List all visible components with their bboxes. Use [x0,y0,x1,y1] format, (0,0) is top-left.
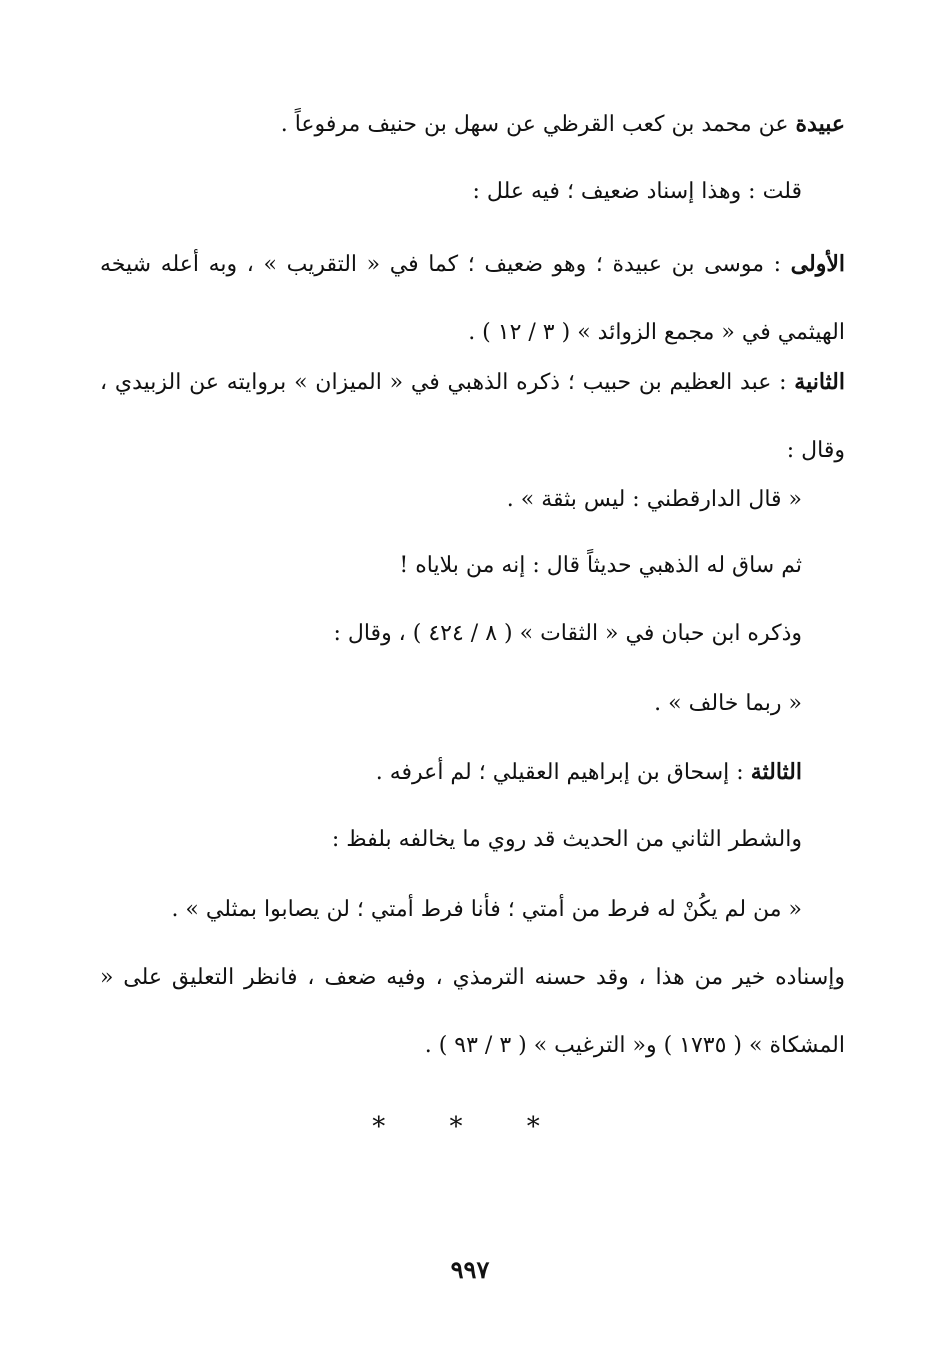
paragraph-2-text: قلت : وهذا إسناد ضعيف ؛ فيه علل : [472,179,802,204]
paragraph-11-text: « من لم يكُنْ له فرط من أمتي ؛ فأنا فرط أمتي ؛ لن يصابوا بمثلي » . [171,897,802,922]
paragraph-9-text: : إسحاق بن إبراهيم العقيلي ؛ لم أعرفه . [375,760,751,785]
paragraph-6-text: ثم ساق له الذهبي حديثاً قال : إنه من بلاياه ! [399,553,802,578]
section-separator: * * * [372,1112,568,1142]
paragraph-8 [100,670,802,738]
paragraph-3-text: : موسى بن عبيدة ؛ وهو ضعيف ؛ كما في « التقريب » ، وبه أعله شيخه الهيثمي في « مجمع الزوائد » ( ٣ / ١٢ ) . [100,252,845,345]
paragraph-3 [100,230,845,367]
paragraph-4 [100,348,845,485]
paragraph-5-text: « قال الدارقطني : ليس بثقة » . [506,487,802,512]
paragraph-7 [100,600,802,668]
first-defect-label: الأولى [790,251,845,277]
paragraph-11 [100,876,802,944]
paragraph-12-text: وإسناده خير من هذا ، وقد حسنه الترمذي ، وفيه ضعف ، فانظر التعليق على « المشكاة » ( ١٧٣٥ ) و« الترغيب » ( ٣ / ٩٣ ) . [100,965,845,1058]
paragraph-1-text: عن محمد بن كعب القرظي عن سهل بن حنيف مرفوعاً . [280,112,796,137]
page-number: ٩٩٧ [450,1255,490,1284]
paragraph-10-text: والشطر الثاني من الحديث قد روي ما يخالفه بلفظ : [331,827,802,852]
paragraph-1 [100,90,845,159]
paragraph-5 [100,466,802,534]
third-defect-label: الثالثة [750,759,802,785]
paragraph-8-text: « ربما خالف » . [654,691,802,716]
paragraph-6 [100,532,802,600]
paragraph-2 [100,158,802,226]
paragraph-12 [100,944,845,1080]
paragraph-9 [100,738,802,807]
paragraph-10 [100,806,802,874]
second-defect-label: الثانية [794,369,845,395]
paragraph-4-text: : عبد العظيم بن حبيب ؛ ذكره الذهبي في « الميزان » بروايته عن الزبيدي ، وقال : [100,370,845,463]
paragraph-7-text: وذكره ابن حبان في « الثقات » ( ٨ / ٤٢٤ ) ، وقال : [333,621,802,646]
narrator-name: عبيدة [795,111,845,137]
